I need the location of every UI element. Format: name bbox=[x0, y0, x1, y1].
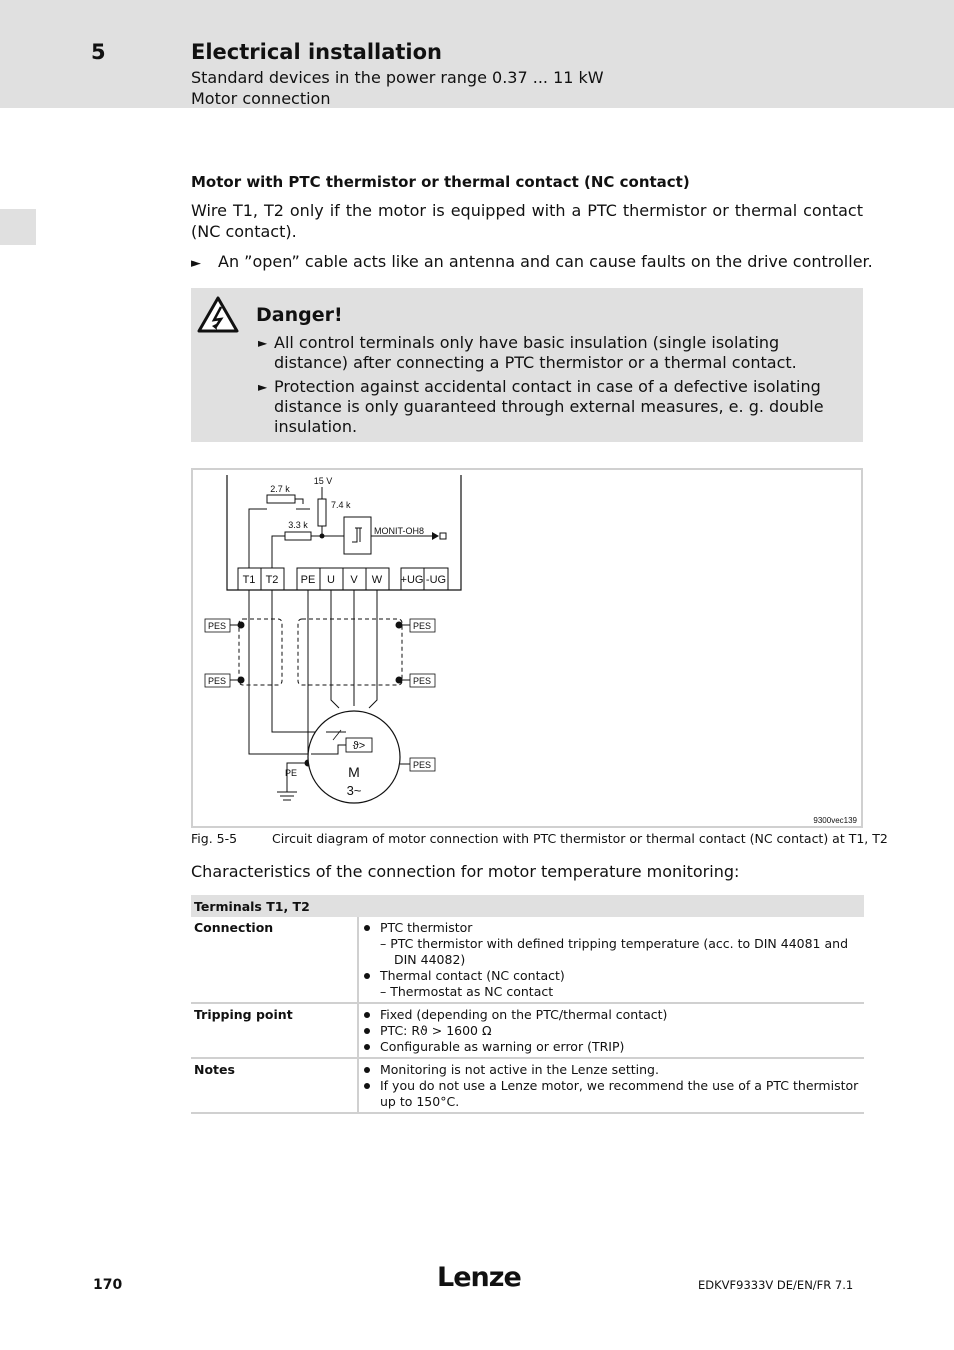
list-item-text: PTC thermistor bbox=[380, 920, 473, 935]
list-item-text: PTC: Rϑ > 1600 Ω bbox=[380, 1023, 492, 1038]
high-voltage-warning-icon bbox=[196, 295, 240, 335]
pes-label: PES bbox=[207, 676, 227, 686]
motor-label: M bbox=[348, 764, 360, 780]
page-number: 170 bbox=[93, 1277, 123, 1293]
chapter-subtitle-2: Motor connection bbox=[191, 89, 331, 108]
pes-label: PES bbox=[207, 621, 227, 631]
ground-icon bbox=[277, 792, 297, 800]
list-item bbox=[363, 1078, 861, 1110]
row-values bbox=[358, 1058, 864, 1113]
resistor-3-3k bbox=[285, 532, 311, 540]
note-bullet-text: An ”open” cable acts like an antenna and can cause faults on the drive controller. bbox=[218, 252, 873, 271]
terminal-minus-ug: -UG bbox=[425, 574, 447, 586]
table-row bbox=[191, 1003, 864, 1058]
motor-phase-label: 3~ bbox=[346, 783, 362, 798]
terminal-v: V bbox=[350, 574, 358, 586]
list-item-text: Configurable as warning or error (TRIP) bbox=[380, 1039, 625, 1054]
list-item bbox=[363, 1007, 861, 1023]
terminals-table bbox=[191, 895, 864, 1114]
terminal-w: W bbox=[371, 574, 383, 586]
pes-label: PES bbox=[412, 760, 432, 770]
resistor-7-4k bbox=[318, 499, 326, 526]
document-id: EDKVF9333V DE/EN/FR 7.1 bbox=[698, 1278, 854, 1292]
table-header: Terminals T1, T2 bbox=[191, 895, 864, 917]
list-item bbox=[363, 1039, 861, 1055]
terminal-u: U bbox=[327, 574, 335, 586]
bullet-dot-icon bbox=[364, 1067, 370, 1073]
row-values bbox=[358, 1003, 864, 1058]
pes-label: PES bbox=[412, 676, 432, 686]
bullet-dot-icon bbox=[364, 1044, 370, 1050]
bullet-dot-icon bbox=[364, 925, 370, 931]
list-item bbox=[363, 1062, 861, 1078]
list-item bbox=[363, 1023, 861, 1039]
terminal-t2: T2 bbox=[265, 574, 279, 586]
list-item-text: Monitoring is not active in the Lenze setting. bbox=[380, 1062, 659, 1077]
terminal-plus-ug: +UG bbox=[400, 574, 424, 586]
danger-item bbox=[258, 377, 848, 437]
resistor-label-7-4k: 7.4 k bbox=[331, 500, 351, 510]
chapter-subtitle-1: Standard devices in the power range 0.37 ... 11 kW bbox=[191, 68, 604, 87]
arrow-bullet-icon: ► bbox=[191, 256, 201, 271]
danger-box bbox=[191, 288, 863, 442]
note-bullet bbox=[191, 251, 891, 274]
figure-number: Fig. 5-5 bbox=[191, 831, 238, 846]
resistor-label-2-7k: 2.7 k bbox=[270, 484, 290, 494]
bullet-dot-icon bbox=[364, 1012, 370, 1018]
chapter-number: 5 bbox=[91, 40, 106, 64]
bullet-dot-icon bbox=[364, 1083, 370, 1089]
table-row bbox=[191, 1058, 864, 1113]
list-item-text: Fixed (depending on the PTC/thermal contact) bbox=[380, 1007, 668, 1022]
bullet-dot-icon bbox=[364, 1028, 370, 1034]
header-band bbox=[0, 0, 954, 108]
triangle-bullet-icon: ► bbox=[258, 336, 268, 350]
section-heading: Motor with PTC thermistor or thermal contact (NC contact) bbox=[191, 173, 690, 191]
chapter-side-tab bbox=[0, 209, 36, 245]
figure-id: 9300vec139 bbox=[813, 816, 857, 825]
resistor-label-3-3k: 3.3 k bbox=[288, 520, 308, 530]
list-subitem: – Thermostat as NC contact bbox=[380, 984, 554, 999]
terminal-pe: PE bbox=[300, 574, 316, 586]
list-item bbox=[363, 968, 861, 984]
supply-label: 15 V bbox=[313, 476, 333, 486]
list-subitem: – PTC thermistor with defined tripping temperature (acc. to DIN 44081 and bbox=[380, 936, 849, 951]
table-row bbox=[191, 917, 864, 1003]
row-label: Notes bbox=[191, 1058, 358, 1113]
circuit-diagram-frame bbox=[191, 468, 863, 828]
row-label: Connection bbox=[191, 917, 358, 1003]
lenze-logo: Lenze bbox=[437, 1262, 521, 1293]
terminal-t1: T1 bbox=[242, 574, 256, 586]
resistor-2-7k bbox=[267, 495, 295, 503]
list-subitem: DIN 44082) bbox=[394, 952, 466, 967]
danger-title: Danger! bbox=[256, 304, 343, 326]
pes-label: PES bbox=[412, 621, 432, 631]
list-item-text: If you do not use a Lenze motor, we recommend the use of a PTC thermistor up to 150°C. bbox=[380, 1078, 859, 1109]
danger-item-text: Protection against accidental contact in case of a defective isolating distance is only guaranteed through external measures, e. g. double insulation. bbox=[274, 377, 824, 436]
danger-list bbox=[258, 333, 848, 441]
danger-item-text: All control terminals only have basic insulation (single isolating distance) after connecting a PTC thermistor or a thermal contact. bbox=[274, 333, 797, 372]
danger-item bbox=[258, 333, 848, 373]
thermistor-symbol: ϑ> bbox=[352, 740, 366, 752]
bullet-dot-icon bbox=[364, 973, 370, 979]
characteristics-intro: Characteristics of the connection for motor temperature monitoring: bbox=[191, 862, 740, 881]
table-header-row bbox=[191, 895, 864, 917]
list-item bbox=[363, 920, 861, 936]
list-item-text: Thermal contact (NC contact) bbox=[380, 968, 565, 983]
intro-paragraph: Wire T1, T2 only if the motor is equipped with a PTC thermistor or thermal contact (NC contact). bbox=[191, 201, 863, 241]
figure-caption: Circuit diagram of motor connection with PTC thermistor or thermal contact (NC contact) at T1, T2 bbox=[272, 831, 888, 846]
row-label: Tripping point bbox=[191, 1003, 358, 1058]
row-values bbox=[358, 917, 864, 1003]
pe-label: PE bbox=[284, 768, 298, 778]
triangle-bullet-icon: ► bbox=[258, 380, 268, 394]
circuit-diagram bbox=[193, 470, 861, 826]
monitor-label: MONIT-OH8 bbox=[374, 526, 425, 536]
chapter-title: Electrical installation bbox=[191, 40, 442, 64]
